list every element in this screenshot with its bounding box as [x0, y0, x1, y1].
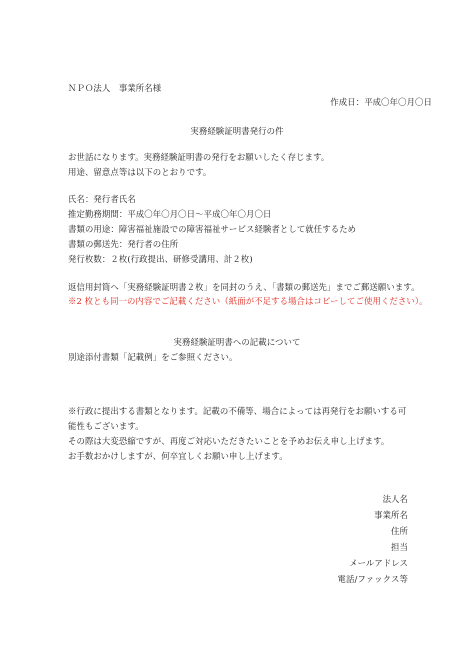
intro-line-1: お世話になります。実務経験証明書の発行をお願いしたく存じます。 [68, 152, 330, 162]
red-notice: ※2 枚とも同一の内容でご記載ください（紙面が不足する場合はコピーしてご使用ください）。 [68, 296, 428, 306]
signature-office: 事業所名 [374, 510, 408, 520]
note-line-1: ※行政に提出する書類となります。記載の不備等、場合によっては再発行をお願いする可 [68, 406, 407, 416]
signature-address: 住所 [391, 526, 408, 536]
signature-phone-fax: 電話/ファックス等 [337, 574, 408, 584]
section-heading: 実務経験証明書への記載について [173, 337, 301, 347]
created-date: 作成日：平成〇年〇月〇日 [330, 97, 432, 107]
detail-copies: 発行枚数：２枚(行政提出、研修受講用、計２枚) [68, 254, 253, 264]
subject-title: 実務経験証明書発行の件 [190, 126, 284, 136]
return-envelope-note: 返信用封筒へ「実務経験証明書２枚」を同封のうえ、「書類の郵送先」までご郵送願います。 [68, 282, 420, 292]
detail-name: 氏名：発行者氏名 [68, 194, 136, 204]
detail-purpose: 書類の用途：障害福祉施設での障害福祉サービス経験者として就任するため [68, 224, 357, 234]
signature-email: メールアドレス [349, 558, 408, 568]
detail-mailing-address: 書類の郵送先：発行者の住所 [68, 239, 179, 249]
addressee: ＮＰＯ法人 事業所名様 [68, 83, 162, 93]
signature-contact-person: 担当 [391, 542, 408, 552]
signature-corporation: 法人名 [382, 494, 408, 504]
note-line-2: 能性もございます。 [68, 421, 144, 431]
detail-period: 推定勤務期間：平成〇年〇月〇日～平成〇年〇月〇日 [68, 209, 272, 219]
note-line-4: お手数おかけしますが、何卒宜しくお願い申し上げます。 [68, 451, 288, 461]
note-line-3: その際は大変恐縮ですが、再度ご対応いただきたいことを予めお伝え申し上げます。 [68, 436, 390, 446]
intro-line-2: 用途、留意点等は以下のとおりです。 [68, 167, 212, 177]
section-text: 別途添付書類「記載例」をご参照ください。 [68, 352, 238, 362]
